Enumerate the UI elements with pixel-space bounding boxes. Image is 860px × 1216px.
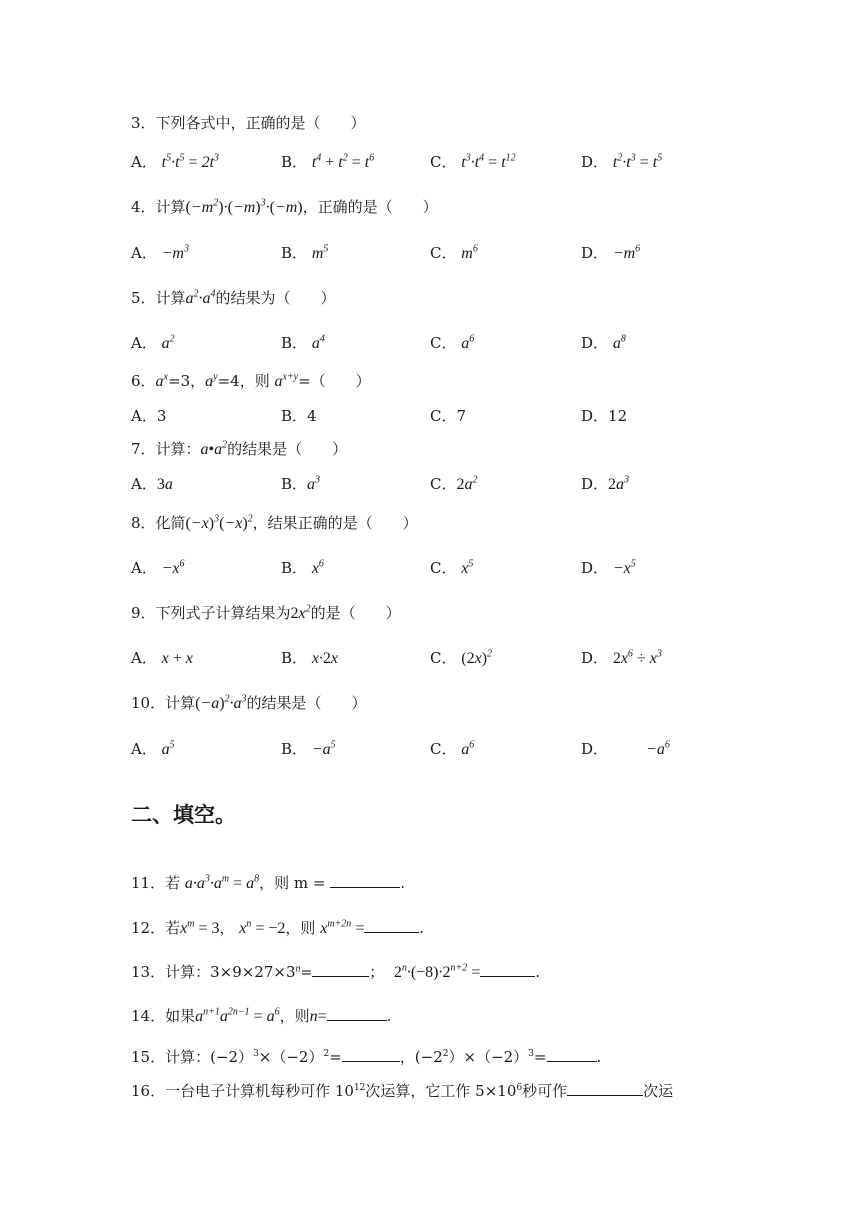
option-d-math: $-m^6$ [612,243,641,262]
answer-blank[interactable] [547,1047,597,1062]
question-15-power-2: 2 [323,1049,330,1059]
option-c[interactable]: C． $x^5$ [430,558,474,577]
option-b-math: $x^6$ [311,558,324,577]
question-12-sep-2: ，则 [285,919,316,937]
question-10-number: 10．计算 [131,694,196,712]
question-14 [131,1005,391,1026]
question-11-end: . [400,874,406,892]
question-12-end: . [419,919,425,937]
question-4-options [0,242,860,264]
question-13-sep: ； [369,963,385,981]
question-16-power-2: 6 [516,1083,523,1093]
question-14-math-2: n= [309,1008,327,1025]
question-14-end: . [386,1007,392,1025]
answer-blank[interactable] [312,962,369,977]
question-6-math-3: $a^{x+y}$ [274,371,299,390]
answer-blank[interactable] [330,873,400,888]
option-d[interactable]: D． $2x^6 \div x^3$ [581,648,662,667]
question-15 [131,1046,601,1067]
option-a-math: $a^2$ [161,333,175,352]
option-a-math: $-x^6$ [161,558,185,577]
question-4-stem [131,196,438,217]
question-9-options [0,647,860,669]
question-15-power-3: 2 [442,1049,449,1059]
option-d-math: $2a^3$ [608,474,630,493]
question-12-math-3: $x^{m+2n}$ = [320,918,365,937]
question-9-tail: 的是（ ） [310,604,401,622]
question-6-text-1: =3， [168,372,206,390]
question-9-math: $2x^2$ [290,603,311,622]
answer-blank[interactable] [480,962,535,977]
option-d-math: $-a^6$ [646,739,670,758]
question-3-options [0,151,860,173]
option-c-math: $m^6$ [461,243,478,262]
option-a[interactable]: A． x + x [131,649,193,667]
option-b-math: $t^4 + t^2 = t^6$ [311,152,375,171]
question-5-options [0,332,860,354]
option-b[interactable]: B．4 [281,407,317,425]
question-7-options [0,473,860,495]
option-a[interactable]: A． $-m^3$ [131,243,189,262]
question-5-math: $a^2\cdot a^4$ [185,288,216,307]
option-c[interactable]: C．7 [430,407,467,425]
question-14-number: 14．如果 [131,1007,196,1025]
option-c[interactable]: C． $a^6$ [430,739,475,758]
question-10-tail: 的结果是（ ） [246,694,367,712]
question-7-math: $a•a^2$ [200,439,228,458]
answer-blank[interactable] [567,1081,643,1096]
option-a-math: $-m^3$ [161,243,189,262]
question-11 [131,872,405,893]
option-b[interactable]: B． $x^6$ [281,558,324,577]
option-a-math: 3a [156,476,173,493]
option-d-math: $t^2\cdot t^3 = t^5$ [612,152,663,171]
option-b-math: $-a^5$ [311,739,336,758]
question-6-math-1: $a^x$ [155,371,168,390]
option-b-math: $m^5$ [311,243,329,262]
option-a-math: $t^5\cdot t^5 = 2t^3$ [161,152,220,171]
question-6-number: 6． [131,372,156,390]
question-4-math: $(-m^2)\cdot(-m)^3\cdot(-m)$ [185,197,303,216]
question-10-options [0,738,860,760]
question-15-power-1: 3 [253,1049,259,1059]
question-4-tail: ，正确的是（ ） [302,198,438,216]
question-4-number: 4．计算 [131,198,186,216]
option-c[interactable]: C．$2a^2$ [430,474,478,493]
option-c[interactable]: C． $(2x)^2$ [430,648,493,667]
option-c[interactable]: C． $m^6$ [430,243,478,262]
question-15-eq-2: = [533,1048,547,1066]
question-5-stem [131,287,336,308]
question-15-power-4: 3 [528,1049,534,1059]
option-a[interactable]: A．3a [131,475,173,493]
question-11-number: 11．若 [131,874,181,892]
option-c-math: $x^5$ [461,558,474,577]
option-c[interactable]: C． $a^6$ [430,333,475,352]
question-6-text-2: =4，则 [217,372,270,390]
option-b[interactable]: B． x·2x [281,649,339,667]
option-b[interactable]: B． $-a^5$ [281,739,336,758]
question-15-text-3: ，(−2 [399,1048,443,1066]
question-7-number: 7．计算： [131,440,201,458]
answer-blank[interactable] [342,1047,400,1062]
question-15-text-1: ×（−2） [258,1048,324,1066]
question-8-tail: ，结果正确的是（ ） [252,514,418,532]
option-d[interactable]: D． $a^8$ [581,333,626,352]
question-15-text-4: ）×（−2） [448,1048,529,1066]
question-12 [131,917,424,938]
question-6-math-2: $a^y$ [205,371,218,390]
option-d[interactable]: D． $-a^6$ [581,739,670,758]
question-12-number: 12．若 [131,919,181,937]
option-c-math: $a^6$ [461,333,475,352]
option-a[interactable]: A． $a^2$ [131,333,175,352]
question-9-number: 9．下列式子计算结果为 [131,604,291,622]
question-12-math-1: $x^m = 3$ [180,918,220,937]
question-13-eq: = [300,965,313,981]
option-d[interactable]: D． $t^2\cdot t^3 = t^5$ [581,152,663,171]
option-b-math: x·2x [311,650,339,667]
question-13-end: . [535,963,541,981]
question-16-text-1: 16．一台电子计算机每秒可作 10 [131,1082,354,1100]
option-b[interactable]: B．$a^3$ [281,474,321,493]
section-title-fill-in: 二、填空。 [131,803,236,827]
option-d-math: $-x^5$ [612,558,636,577]
question-13-math: $2^n\cdot(-8)\cdot 2^{n+2}$ = [393,962,481,981]
question-6-stem [131,370,371,391]
option-b[interactable]: B． $m^5$ [281,243,329,262]
question-15-number: 15．计算：(−2） [131,1048,254,1066]
question-16-text-3: 秒可作 [522,1082,568,1100]
option-a-math: x + x [161,650,193,667]
question-11-math: $a\cdot a^3\cdot a^m = a^8$ [184,873,260,892]
question-15-eq-1: = [329,1048,342,1066]
question-7-stem [131,438,347,459]
option-d[interactable]: D．$2a^3$ [581,474,630,493]
option-a[interactable]: A． $t^5\cdot t^5 = 2t^3$ [131,152,220,171]
question-16-text-4: 次运 [643,1082,674,1100]
option-b[interactable]: B． $t^4 + t^2 = t^6$ [281,152,375,171]
option-d-math: $2x^6 \div x^3$ [612,648,662,667]
question-16-power-1: 12 [353,1083,366,1093]
question-5-tail: 的结果为（ ） [215,289,336,307]
question-15-end: . [596,1048,602,1066]
question-16 [131,1080,673,1101]
option-a-math: $a^5$ [161,739,175,758]
answer-blank[interactable] [364,918,419,933]
question-9-stem [131,602,401,623]
question-11-text: ，则 m = [259,874,331,892]
option-a[interactable]: A． $a^5$ [131,739,175,758]
option-c-math: $2a^2$ [456,474,478,493]
option-b-math: $a^3$ [307,474,321,493]
question-5-number: 5．计算 [131,289,186,307]
question-8-number: 8．化简 [131,514,186,532]
question-14-math: $a^{n+1}a^{2n-1} = a^6$ [195,1006,280,1025]
question-13-sup: n [295,963,301,975]
question-3-stem: 3．下列各式中，正确的是（ ） [131,114,366,132]
option-b[interactable]: B． $a^4$ [281,333,325,352]
question-14-text: ，则 [279,1007,310,1025]
option-d[interactable]: D．12 [581,407,628,425]
answer-blank[interactable] [327,1006,387,1021]
option-b-math: $a^4$ [311,333,325,352]
option-c[interactable]: C． $t^3\cdot t^4 = t^{12}$ [430,152,516,171]
option-d[interactable]: D． $-x^5$ [581,558,636,577]
question-6-options [0,405,860,427]
question-8-math: $(-x)^3(-x)^2$ [185,513,253,532]
option-d-math: $a^8$ [612,333,626,352]
question-6-text-3: =（ ） [298,372,371,390]
question-13 [131,961,540,982]
option-a[interactable]: A．3 [131,407,167,425]
option-a[interactable]: A． $-x^6$ [131,558,185,577]
question-13-number: 13．计算：3×9×27×3 [131,963,296,981]
option-c-math: $a^6$ [461,739,475,758]
question-12-sep-1: ， [219,919,235,937]
question-12-math-2: $x^n = -2$ [239,918,286,937]
option-d[interactable]: D． $-m^6$ [581,243,641,262]
question-8-stem [131,512,418,533]
question-16-text-2: 次运算，它工作 5×10 [365,1082,517,1100]
question-8-options [0,557,860,579]
question-10-math: $(-a)^2\cdot a^3$ [195,693,247,712]
question-7-tail: 的结果是（ ） [227,440,348,458]
option-c-math: $(2x)^2$ [461,648,493,667]
question-10-stem [131,692,367,713]
option-c-math: $t^3\cdot t^4 = t^{12}$ [461,152,516,171]
